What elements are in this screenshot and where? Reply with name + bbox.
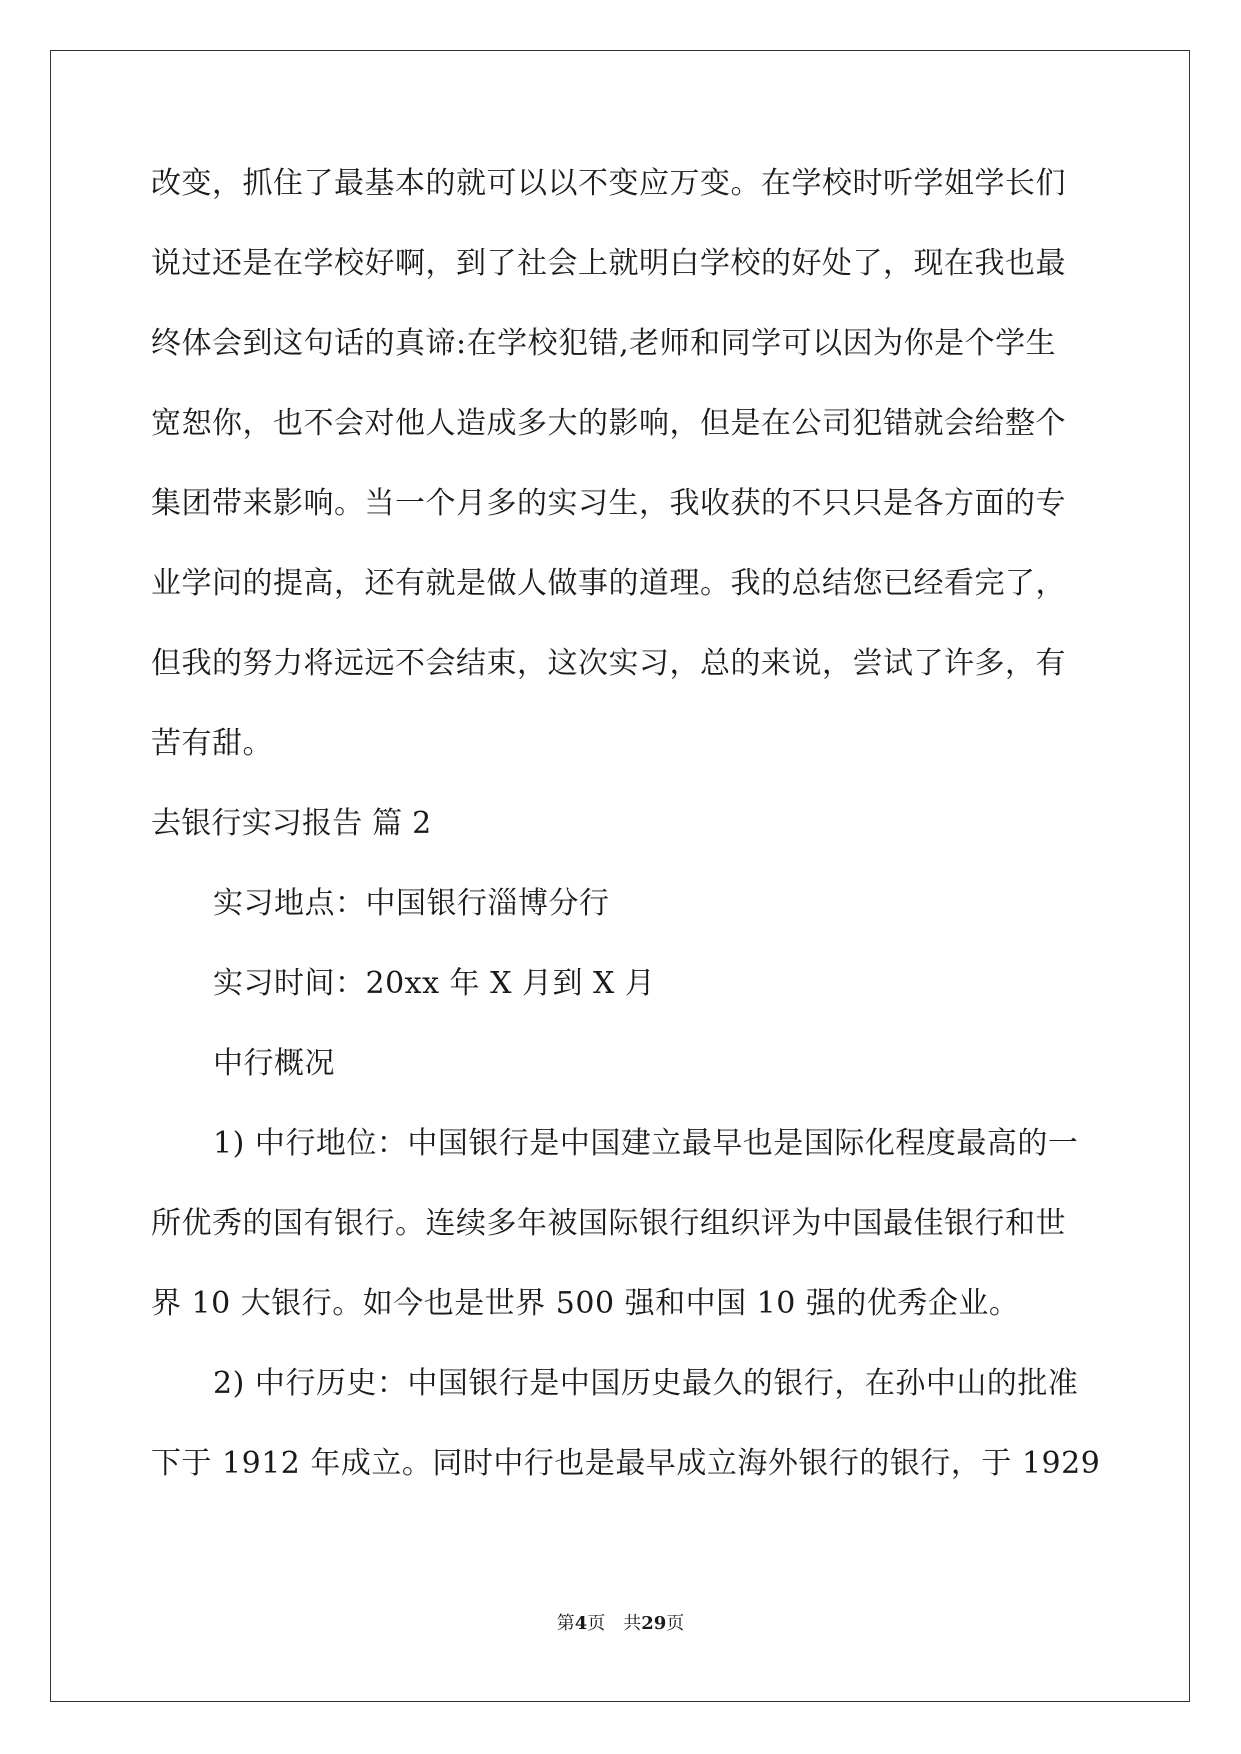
point-1-line: 所优秀的国有银行。连续多年被国际银行组织评为中国最佳银行和世 — [151, 1206, 1066, 1241]
point-2-line: 2) 中行历史：中国银行是中国历史最久的银行，在孙中山的批准 — [213, 1366, 1079, 1401]
paragraph-line: 业学问的提高，还有就是做人做事的道理。我的总结您已经看完了， — [151, 566, 1066, 601]
page-prefix: 第 — [556, 1613, 575, 1634]
total-suffix: 页 — [666, 1613, 685, 1634]
paragraph-line: 改变，抓住了最基本的就可以以不变应万变。在学校时听学姐学长们 — [151, 166, 1066, 201]
point-1-line: 界 10 大银行。如今也是世界 500 强和中国 10 强的优秀企业。 — [151, 1286, 1020, 1321]
paragraph-line: 苦有甜。 — [151, 726, 273, 761]
paragraph-line: 宽恕你，也不会对他人造成多大的影响，但是在公司犯错就会给整个 — [151, 406, 1066, 441]
page-number: 4 — [574, 1613, 588, 1634]
point-2-line: 下于 1912 年成立。同时中行也是最早成立海外银行的银行，于 1929 — [151, 1446, 1101, 1481]
paragraph-line: 集团带来影响。当一个月多的实习生，我收获的不只只是各方面的专 — [151, 486, 1066, 521]
overview-heading: 中行概况 — [213, 1046, 335, 1081]
paragraph-line: 但我的努力将远远不会结束，这次实习，总的来说，尝试了许多，有 — [151, 646, 1066, 681]
document-body — [151, 164, 1101, 1524]
page-footer — [0, 1612, 1241, 1636]
total-pages: 29 — [641, 1613, 667, 1634]
internship-location: 实习地点：中国银行淄博分行 — [213, 886, 610, 921]
internship-time: 实习时间：20xx 年 X 月到 X 月 — [213, 966, 656, 1001]
paragraph-line: 终体会到这句话的真谛:在学校犯错,老师和同学可以因为你是个学生 — [151, 326, 1057, 361]
point-1-line: 1) 中行地位：中国银行是中国建立最早也是国际化程度最高的一 — [213, 1126, 1079, 1161]
total-prefix: 共 — [623, 1613, 642, 1634]
section-heading: 去银行实习报告 篇 2 — [151, 806, 432, 841]
page-suffix: 页 — [587, 1613, 606, 1634]
paragraph-line: 说过还是在学校好啊，到了社会上就明白学校的好处了，现在我也最 — [151, 246, 1066, 281]
